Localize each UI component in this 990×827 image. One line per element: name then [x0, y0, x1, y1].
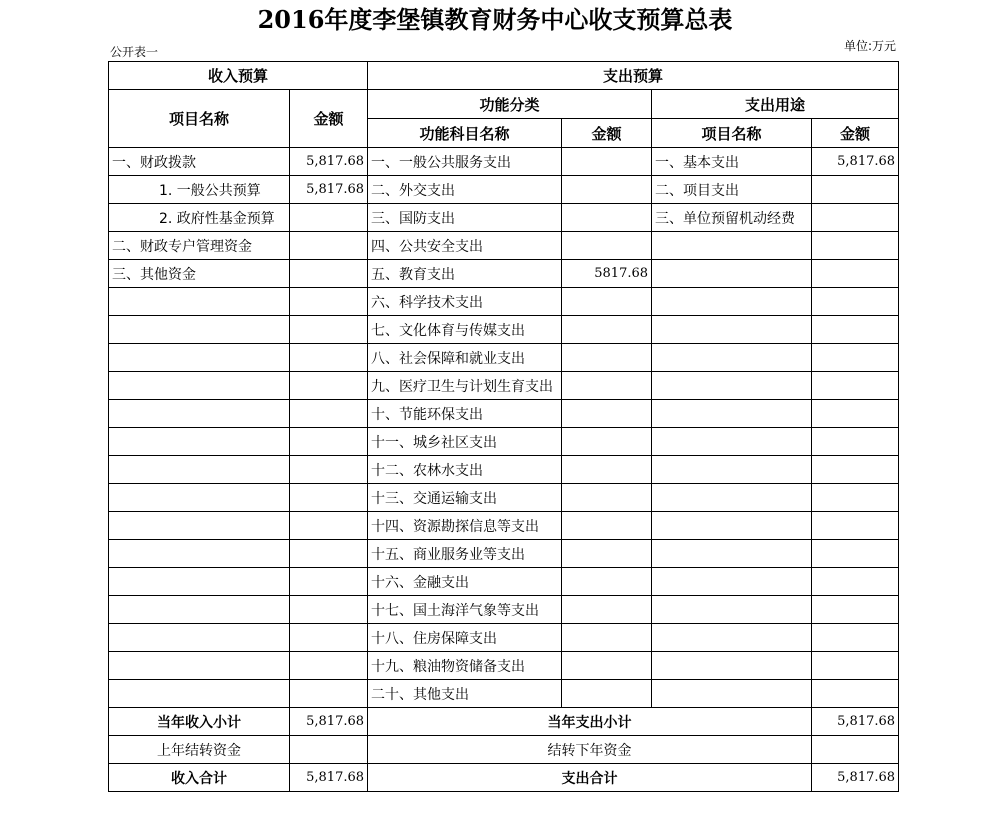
table-row — [109, 232, 899, 260]
income-total-value: 5,817.68 — [290, 764, 368, 792]
func-subject-name: 十三、交通运输支出 — [368, 484, 562, 512]
table-row — [109, 372, 899, 400]
func-subject-amount — [562, 316, 652, 344]
use-item-name — [652, 512, 812, 540]
func-subject-name: 九、医疗卫生与计划生育支出 — [368, 372, 562, 400]
table-row — [109, 288, 899, 316]
income-item-name — [109, 624, 290, 652]
carryover-out-value — [812, 736, 899, 764]
use-amount-header: 金额 — [812, 119, 899, 148]
income-item-amount — [290, 204, 368, 232]
func-subject-amount: 5817.68 — [562, 260, 652, 288]
income-amount-header: 金额 — [290, 90, 368, 148]
use-item-amount — [812, 344, 899, 372]
income-item-amount: 5,817.68 — [290, 176, 368, 204]
func-subject-amount — [562, 204, 652, 232]
income-item-amount — [290, 400, 368, 428]
use-item-amount — [812, 484, 899, 512]
income-budget-header: 收入预算 — [109, 62, 368, 90]
income-item-amount — [290, 232, 368, 260]
func-subject-name: 五、教育支出 — [368, 260, 562, 288]
use-item-name: 三、单位预留机动经费 — [652, 204, 812, 232]
budget-table — [108, 61, 899, 792]
use-item-name — [652, 344, 812, 372]
func-subject-name: 四、公共安全支出 — [368, 232, 562, 260]
func-subject-amount — [562, 176, 652, 204]
use-item-amount: 5,817.68 — [812, 148, 899, 176]
use-item-name — [652, 484, 812, 512]
func-subject-name: 十九、粮油物资储备支出 — [368, 652, 562, 680]
income-item-name — [109, 680, 290, 708]
income-subtotal-label: 当年收入小计 — [109, 708, 290, 736]
page-title: 2016年度李堡镇教育财务中心收支预算总表 — [257, 5, 733, 34]
func-subject-amount — [562, 568, 652, 596]
func-subject-amount — [562, 512, 652, 540]
use-item-name-header: 项目名称 — [652, 119, 812, 148]
table-row — [109, 456, 899, 484]
income-item-name — [109, 596, 290, 624]
func-subject-name: 三、国防支出 — [368, 204, 562, 232]
table-row — [109, 540, 899, 568]
func-subject-name-header: 功能科目名称 — [368, 119, 562, 148]
income-item-name: 1. 一般公共预算 — [109, 176, 290, 204]
func-subject-amount — [562, 344, 652, 372]
func-subject-name: 十一、城乡社区支出 — [368, 428, 562, 456]
use-item-amount — [812, 652, 899, 680]
expense-total-value: 5,817.68 — [812, 764, 899, 792]
table-row — [109, 652, 899, 680]
income-item-amount — [290, 568, 368, 596]
func-subject-name: 十八、住房保障支出 — [368, 624, 562, 652]
table-row — [109, 344, 899, 372]
table-row — [109, 260, 899, 288]
func-subject-amount — [562, 680, 652, 708]
use-item-name — [652, 652, 812, 680]
income-item-name: 三、其他资金 — [109, 260, 290, 288]
income-item-name — [109, 512, 290, 540]
use-item-name — [652, 680, 812, 708]
func-subject-name: 一、一般公共服务支出 — [368, 148, 562, 176]
use-item-amount — [812, 288, 899, 316]
func-subject-name: 十四、资源勘探信息等支出 — [368, 512, 562, 540]
table-row — [109, 624, 899, 652]
income-item-name — [109, 344, 290, 372]
income-item-amount — [290, 624, 368, 652]
use-item-name — [652, 232, 812, 260]
table-row — [109, 568, 899, 596]
income-item-name — [109, 316, 290, 344]
table-row — [109, 148, 899, 176]
income-item-amount — [290, 372, 368, 400]
func-subject-amount — [562, 484, 652, 512]
income-item-amount — [290, 680, 368, 708]
table-row — [109, 428, 899, 456]
func-subject-name: 十七、国土海洋气象等支出 — [368, 596, 562, 624]
table-row — [109, 484, 899, 512]
func-subject-amount — [562, 288, 652, 316]
income-item-name: 二、财政专户管理资金 — [109, 232, 290, 260]
unit-label: 单位:万元 — [843, 39, 896, 53]
income-item-name — [109, 652, 290, 680]
income-item-amount — [290, 316, 368, 344]
use-item-amount — [812, 260, 899, 288]
use-item-amount — [812, 540, 899, 568]
func-subject-name: 八、社会保障和就业支出 — [368, 344, 562, 372]
use-item-name — [652, 400, 812, 428]
use-item-name — [652, 568, 812, 596]
func-subject-name: 十二、农林水支出 — [368, 456, 562, 484]
use-item-amount — [812, 232, 899, 260]
func-subject-amount — [562, 540, 652, 568]
use-item-amount — [812, 176, 899, 204]
func-subject-amount — [562, 428, 652, 456]
table-row — [109, 176, 899, 204]
func-subject-amount — [562, 148, 652, 176]
expense-total-label: 支出合计 — [368, 764, 812, 792]
use-item-amount — [812, 568, 899, 596]
use-item-name — [652, 624, 812, 652]
income-item-name: 一、财政拨款 — [109, 148, 290, 176]
use-item-name — [652, 260, 812, 288]
income-item-name — [109, 288, 290, 316]
func-subject-amount — [562, 456, 652, 484]
carryover-in-label: 上年结转资金 — [109, 736, 290, 764]
func-subject-amount — [562, 232, 652, 260]
use-item-name — [652, 540, 812, 568]
use-item-name — [652, 456, 812, 484]
income-item-amount — [290, 540, 368, 568]
carryover-in-value — [290, 736, 368, 764]
use-item-amount — [812, 680, 899, 708]
income-item-amount — [290, 596, 368, 624]
func-subject-amount — [562, 624, 652, 652]
income-item-amount — [290, 344, 368, 372]
income-item-name — [109, 456, 290, 484]
table-row — [109, 512, 899, 540]
income-item-amount: 5,817.68 — [290, 148, 368, 176]
use-item-name — [652, 316, 812, 344]
func-subject-name: 七、文化体育与传媒支出 — [368, 316, 562, 344]
use-item-name — [652, 428, 812, 456]
form-number: 公开表一 — [110, 45, 159, 59]
functional-class-header: 功能分类 — [368, 90, 652, 119]
expense-budget-header: 支出预算 — [368, 62, 899, 90]
func-subject-name: 二、外交支出 — [368, 176, 562, 204]
use-item-amount — [812, 372, 899, 400]
func-subject-name: 十、节能环保支出 — [368, 400, 562, 428]
use-item-amount — [812, 204, 899, 232]
use-item-name — [652, 596, 812, 624]
use-item-amount — [812, 512, 899, 540]
income-item-amount — [290, 484, 368, 512]
table-row — [109, 316, 899, 344]
income-item-amount — [290, 512, 368, 540]
expense-subtotal-value: 5,817.68 — [812, 708, 899, 736]
income-item-name — [109, 372, 290, 400]
func-subject-name: 十五、商业服务业等支出 — [368, 540, 562, 568]
income-item-name-header: 项目名称 — [109, 90, 290, 148]
use-item-amount — [812, 400, 899, 428]
table-row — [109, 204, 899, 232]
func-subject-name: 六、科学技术支出 — [368, 288, 562, 316]
income-item-amount — [290, 428, 368, 456]
use-item-amount — [812, 456, 899, 484]
expense-subtotal-label: 当年支出小计 — [368, 708, 812, 736]
table-row — [109, 680, 899, 708]
income-item-amount — [290, 260, 368, 288]
use-item-amount — [812, 428, 899, 456]
func-subject-name: 二十、其他支出 — [368, 680, 562, 708]
table-row — [109, 400, 899, 428]
func-subject-amount — [562, 400, 652, 428]
table-row — [109, 596, 899, 624]
income-item-amount — [290, 652, 368, 680]
income-item-amount — [290, 456, 368, 484]
income-item-name — [109, 540, 290, 568]
use-item-name — [652, 372, 812, 400]
use-item-amount — [812, 624, 899, 652]
func-amount-header: 金额 — [562, 119, 652, 148]
use-item-name: 一、基本支出 — [652, 148, 812, 176]
func-subject-name: 十六、金融支出 — [368, 568, 562, 596]
use-item-name — [652, 288, 812, 316]
carryover-out-label: 结转下年资金 — [368, 736, 812, 764]
use-item-amount — [812, 316, 899, 344]
func-subject-amount — [562, 596, 652, 624]
use-item-amount — [812, 596, 899, 624]
income-item-name — [109, 428, 290, 456]
func-subject-amount — [562, 652, 652, 680]
income-item-name — [109, 400, 290, 428]
income-item-amount — [290, 288, 368, 316]
income-item-name — [109, 568, 290, 596]
use-item-name: 二、项目支出 — [652, 176, 812, 204]
income-item-name: 2. 政府性基金预算 — [109, 204, 290, 232]
income-subtotal-value: 5,817.68 — [290, 708, 368, 736]
expense-use-header: 支出用途 — [652, 90, 899, 119]
func-subject-amount — [562, 372, 652, 400]
income-total-label: 收入合计 — [109, 764, 290, 792]
income-item-name — [109, 484, 290, 512]
